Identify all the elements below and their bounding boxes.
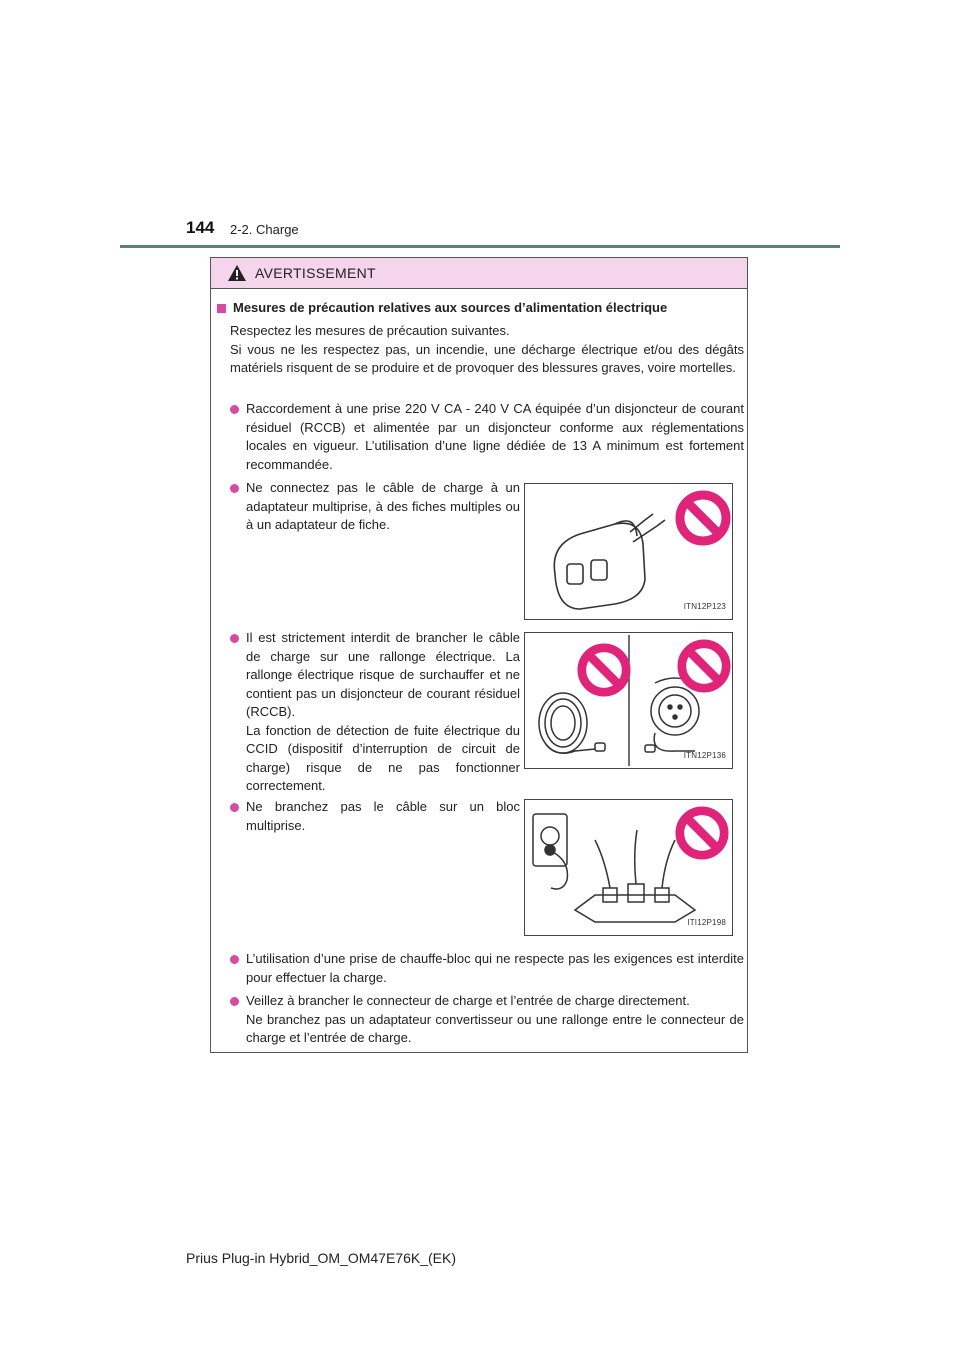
- footer-manual-id: Prius Plug-in Hybrid_OM_OM47E76K_(EK): [186, 1250, 456, 1266]
- prohibited-icon: [677, 639, 731, 693]
- round-bullet-icon: [230, 955, 239, 964]
- list-item: [230, 798, 520, 835]
- warning-header: [211, 258, 747, 289]
- page-number: 144: [186, 218, 215, 237]
- list-item: [230, 629, 520, 796]
- bullet-text: [246, 400, 744, 474]
- bullet-paragraph: Ne connectez pas le câble de charge à un adaptateur multiprise, à des fiches multiples ou à un adaptateur de fiche.: [246, 480, 520, 532]
- bullet-paragraph: Ne branchez pas un adaptateur convertisseur ou une rallonge entre le connecteur de charge et l’entrée de charge.: [246, 1011, 744, 1045]
- round-bullet-icon: [230, 803, 239, 812]
- round-bullet-icon: [230, 634, 239, 643]
- bullet-paragraph: Raccordement à une prise 220 V CA - 240 V CA équipée d’un disjoncteur de courant résiduel (RCCB) et alimentée par un disjoncteur conforme aux réglementations locales en vigueur. L’utilisation d’une ligne dédiée de 13 A minimum est fortement recommandée.: [246, 401, 744, 472]
- bullet-text: [246, 629, 520, 796]
- list-item: [230, 400, 744, 474]
- warning-box: [210, 257, 748, 1053]
- square-bullet-icon: [217, 304, 226, 313]
- round-bullet-icon: [230, 997, 239, 1006]
- warning-heading-text: Mesures de précaution relatives aux sources d’alimentation électrique: [233, 300, 668, 315]
- bullet-text: [246, 950, 744, 987]
- figure-label: ITN12P136: [683, 750, 726, 760]
- figure-label: ITI12P198: [687, 917, 726, 927]
- intro-line: Respectez les mesures de précaution suivantes.: [230, 323, 510, 338]
- list-item: [230, 992, 744, 1048]
- prohibited-icon: [675, 490, 731, 546]
- multi-outlet-figure: [524, 799, 733, 936]
- bullet-paragraph: Il est strictement interdit de brancher le câble de charge sur une rallonge électrique. La rallonge électrique risque de surchauffer et ne contient pas un disjoncteur de courant résiduel (RCCB).: [246, 630, 520, 719]
- prohibited-icon: [675, 806, 729, 860]
- bullet-paragraph: Veillez à brancher le connecteur de charge et l’entrée de charge directement.: [246, 993, 690, 1008]
- intro-line: Si vous ne les respectez pas, un incendie, une décharge électrique et/ou des dégâts matériels risquent de se produire et de provoquer des blessures graves, voire mortelles.: [230, 341, 744, 375]
- bullet-paragraph: L’utilisation d’une prise de chauffe-bloc qui ne respecte pas les exigences est interdite pour effectuer la charge.: [246, 951, 744, 985]
- bullet-paragraph: La fonction de détection de fuite électrique du CCID (dispositif d’interruption de circuit de charge) risque de ne pas fonctionner correctement.: [246, 722, 520, 793]
- prohibited-icon: [577, 643, 631, 697]
- section-title: 2-2. Charge: [230, 222, 299, 237]
- header-rule: [120, 245, 840, 248]
- extension-cord-figure: [524, 632, 733, 769]
- warning-triangle-icon: [227, 264, 247, 282]
- warning-title: AVERTISSEMENT: [255, 265, 376, 281]
- plug-adapter-figure: [524, 483, 733, 620]
- figure-label: ITN12P123: [683, 601, 726, 611]
- bullet-text: [246, 798, 520, 835]
- round-bullet-icon: [230, 405, 239, 414]
- bullet-text: [246, 992, 744, 1048]
- round-bullet-icon: [230, 484, 239, 493]
- bullet-paragraph: Ne branchez pas le câble sur un bloc multiprise.: [246, 799, 520, 833]
- list-item: [230, 479, 520, 535]
- warning-heading: [217, 299, 667, 318]
- warning-intro: [230, 322, 744, 378]
- list-item: [230, 950, 744, 987]
- bullet-text: [246, 479, 520, 535]
